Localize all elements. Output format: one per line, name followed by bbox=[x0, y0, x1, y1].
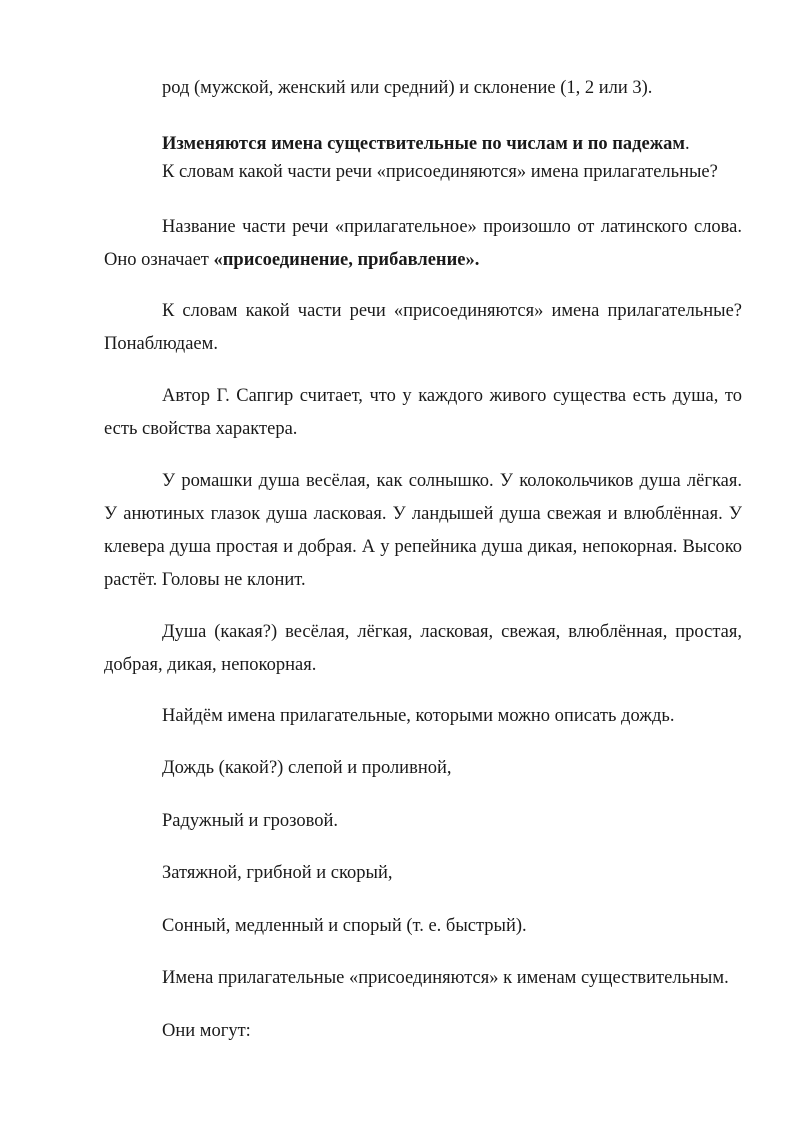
poem-line-4 bbox=[104, 910, 742, 943]
paragraph-question-1 bbox=[104, 156, 742, 189]
paragraph-flowers bbox=[104, 465, 742, 597]
paragraph-text: Дождь (какой?) слепой и проливной, bbox=[162, 758, 452, 778]
paragraph-soul-list bbox=[104, 616, 742, 682]
paragraph-author bbox=[104, 380, 742, 446]
paragraph-name-origin bbox=[104, 211, 742, 277]
paragraph-text: Они могут: bbox=[162, 1021, 251, 1041]
paragraph-gender-declension bbox=[104, 72, 742, 105]
bold-statement: Изменяются имена существительные по числам и по падежам bbox=[162, 134, 685, 154]
paragraph-find-adjectives bbox=[104, 700, 742, 733]
paragraph-they-can bbox=[104, 1015, 742, 1048]
paragraph-text: Найдём имена прилагательные, которыми можно описать дождь. bbox=[162, 706, 675, 726]
paragraph-text: У ромашки душа весёлая, как солнышко. У колокольчиков душа лёгкая. У анютиных глазок душа ласковая. У ландышей душа свежая и влюблённая. У клевера душа простая и добрая. А у репейника душа дикая, непокорная. Высоко растёт. Головы не клонит. bbox=[104, 471, 742, 590]
bold-meaning: «присоединение, прибавление». bbox=[213, 250, 480, 270]
paragraph-text: Затяжной, грибной и скорый, bbox=[162, 863, 393, 883]
paragraph-text: Название части речи «прилагательное» произошло от латинского слова. Оно означает bbox=[104, 217, 742, 270]
poem-line-2 bbox=[104, 805, 742, 838]
paragraph-text: К словам какой части речи «присоединяются» имена прилагательные? Понаблюдаем. bbox=[104, 301, 742, 354]
paragraph-text: Радужный и грозовой. bbox=[162, 811, 339, 831]
paragraph-text: Автор Г. Сапгир считает, что у каждого живого существа есть душа, то есть свойства характера. bbox=[104, 386, 742, 439]
paragraph-text: Душа (какая?) весёлая, лёгкая, ласковая, свежая, влюблённая, простая, добрая, дикая, непокорная. bbox=[104, 622, 742, 675]
poem-line-3 bbox=[104, 857, 742, 890]
paragraph-text: К словам какой части речи «присоединяются» имена прилагательные? bbox=[162, 162, 718, 182]
poem-line-1 bbox=[104, 752, 742, 785]
paragraph-text: . bbox=[684, 134, 690, 154]
paragraph-text: Имена прилагательные «присоединяются» к именам существительным. bbox=[162, 968, 729, 988]
paragraph-text: Сонный, медленный и спорый (т. е. быстрый). bbox=[162, 916, 527, 936]
paragraph-text: род (мужской, женский или средний) и склонение (1, 2 или 3). bbox=[162, 78, 653, 98]
paragraph-join-nouns bbox=[104, 962, 742, 995]
paragraph-question-2 bbox=[104, 295, 742, 361]
